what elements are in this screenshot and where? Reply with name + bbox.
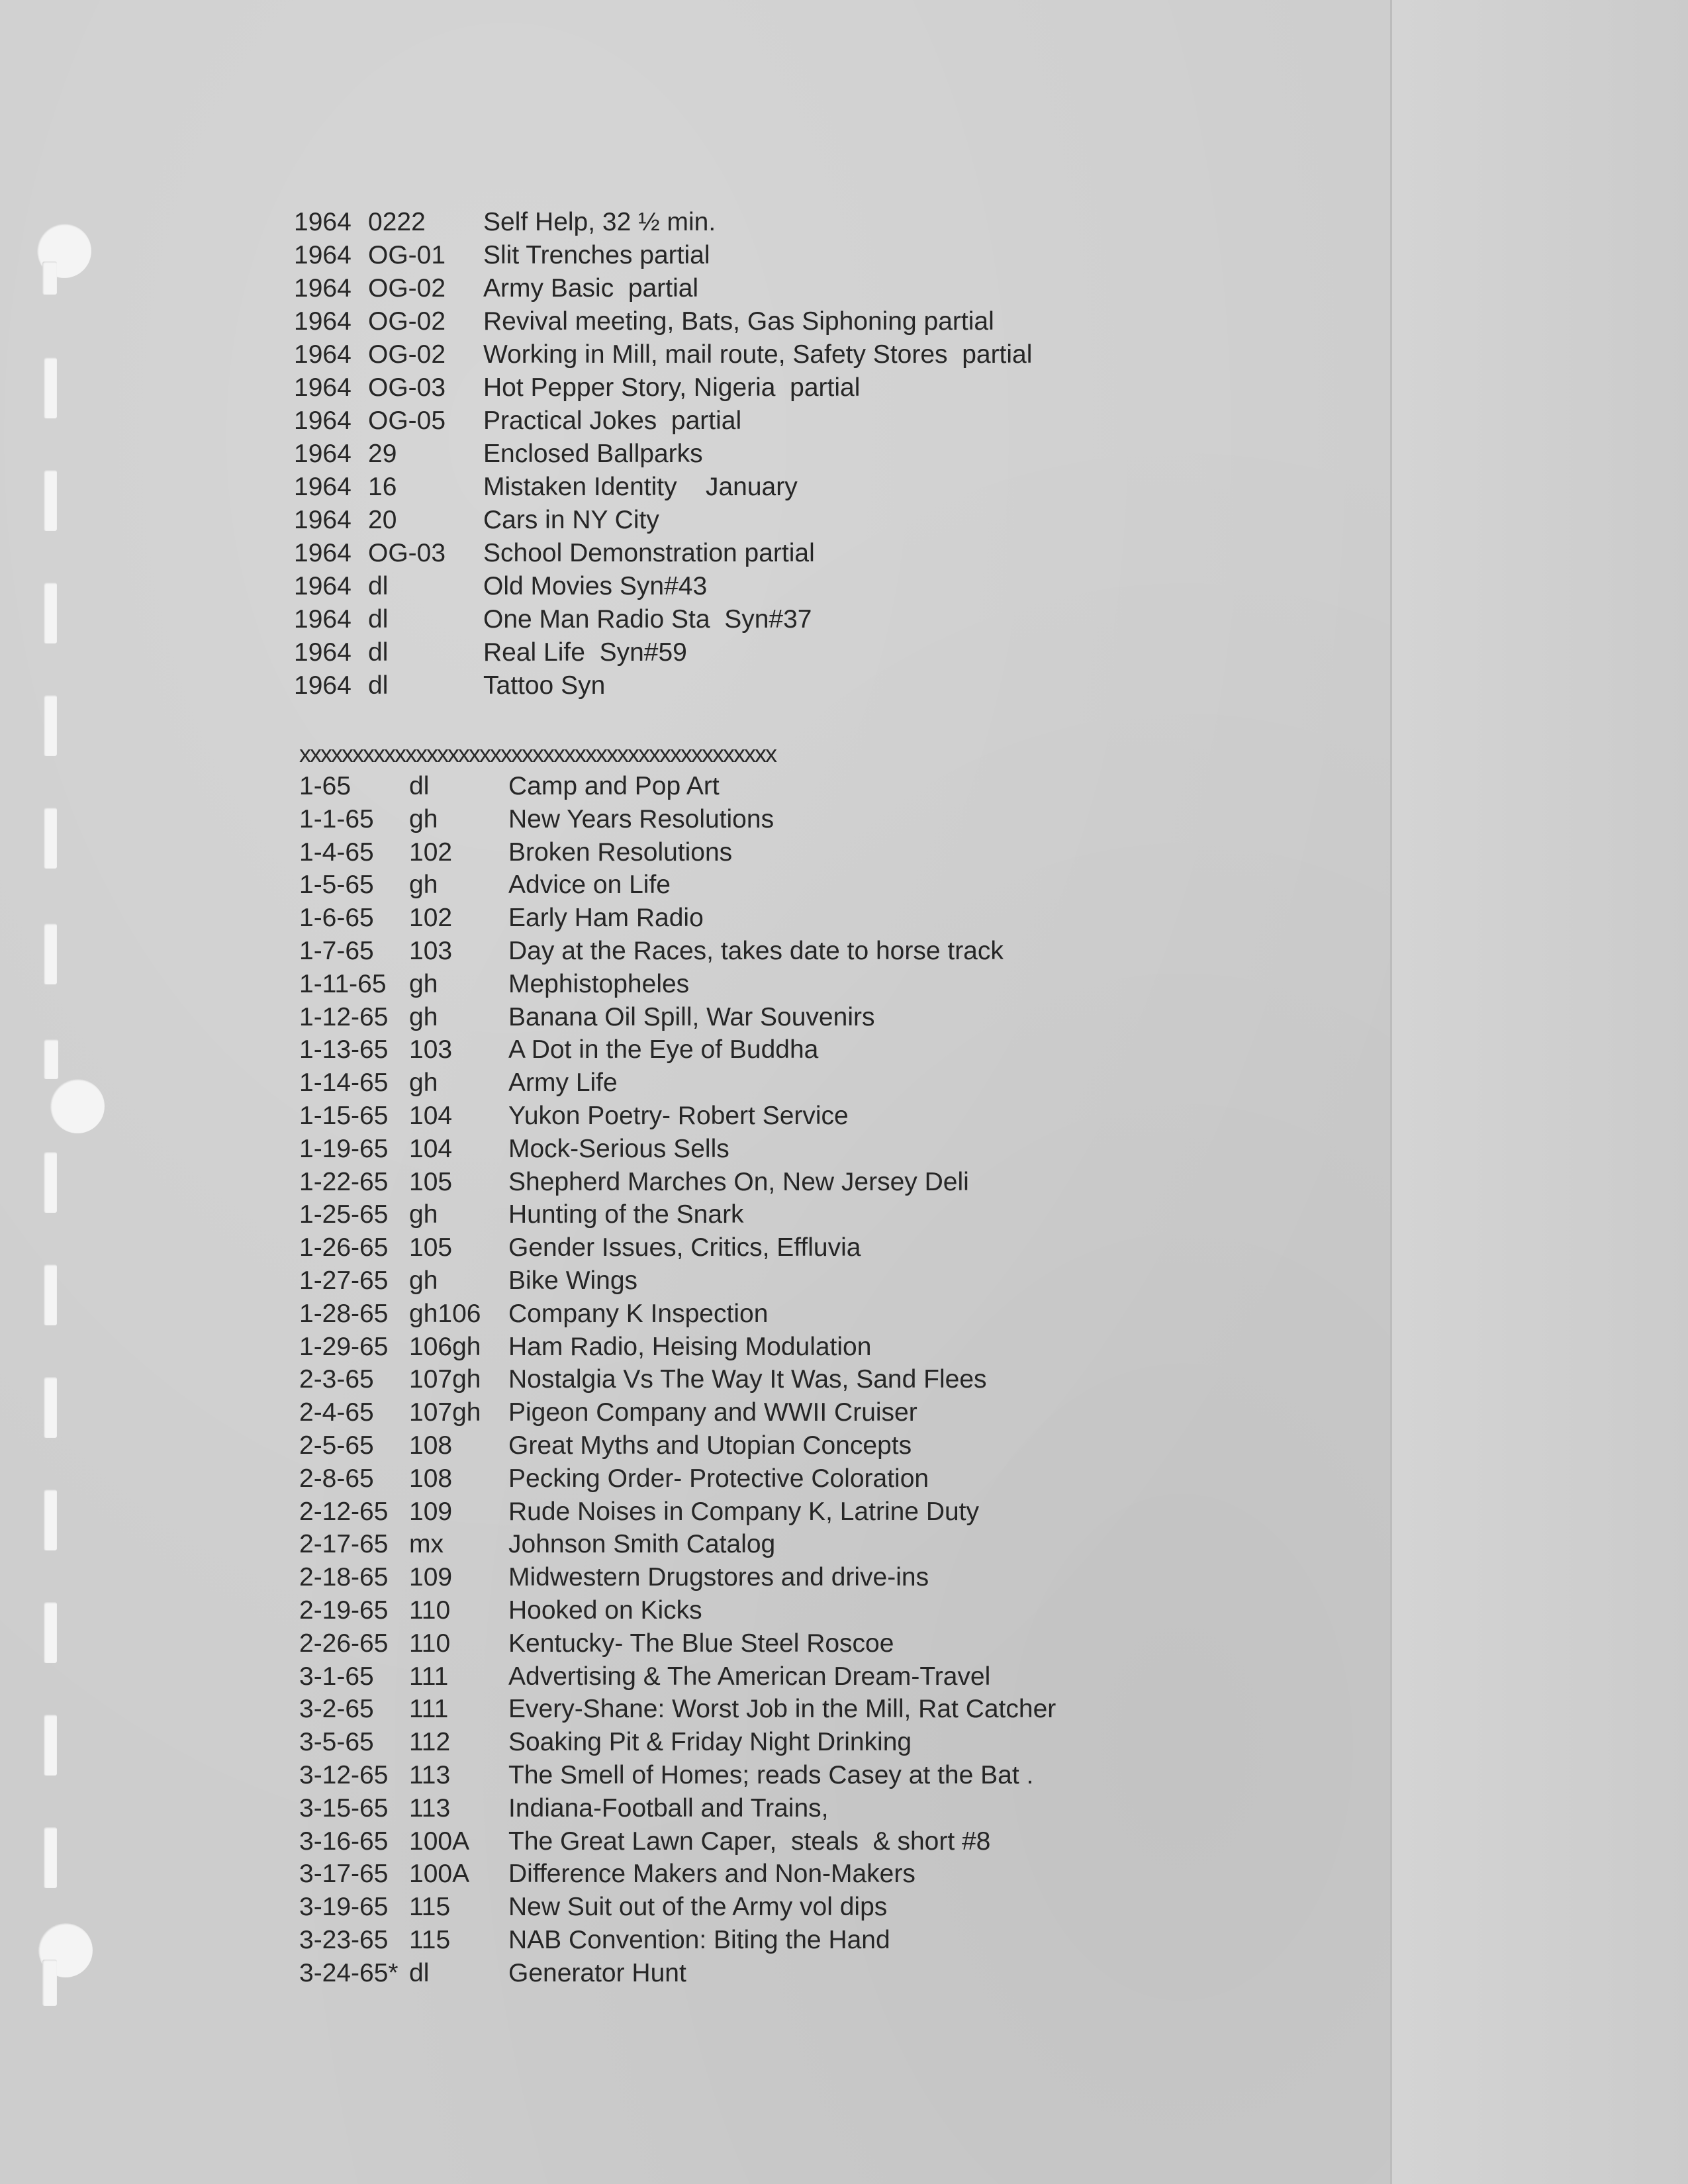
entry-code: OG-02 — [368, 307, 446, 336]
entry-code: 104 — [409, 1102, 453, 1130]
log-entry-row — [0, 1364, 1390, 1396]
entry-title: Company K Inspection — [508, 1299, 769, 1328]
entry-date: 3-5-65 — [299, 1728, 374, 1757]
log-entry-row — [0, 670, 1390, 702]
entry-date: 2-12-65 — [299, 1497, 389, 1526]
entry-title: Nostalgia Vs The Way It Was, Sand Flees — [508, 1365, 987, 1394]
entry-title: Pecking Order- Protective Coloration — [508, 1464, 929, 1493]
entry-date: 2-8-65 — [299, 1464, 374, 1493]
entry-date: 2-4-65 — [299, 1398, 374, 1427]
log-entry-row — [0, 837, 1390, 869]
entry-date: 3-2-65 — [299, 1695, 374, 1724]
entry-code: 20 — [368, 506, 397, 534]
entry-code: 109 — [409, 1497, 453, 1526]
entry-code: gh — [409, 1266, 438, 1295]
log-entry-row — [0, 1232, 1390, 1264]
entry-date: 1964 — [294, 506, 352, 534]
entry-code: gh — [409, 1002, 438, 1031]
section-separator: xxxxxxxxxxxxxxxxxxxxxxxxxxxxxxxxxxxxxxxxxxxxx — [299, 740, 776, 767]
entry-code: gh — [409, 871, 438, 900]
log-entry-row — [0, 935, 1390, 967]
entry-code: 109 — [409, 1563, 453, 1592]
entry-code: dl — [409, 1958, 430, 1987]
entry-date: 1-6-65 — [299, 904, 374, 933]
entry-date: 1964 — [294, 539, 352, 567]
entry-title: Broken Resolutions — [508, 837, 733, 867]
log-entry-row — [0, 1661, 1390, 1693]
entry-title: The Great Lawn Caper, steals & short #8 — [508, 1827, 991, 1856]
entry-date: 1-15-65 — [299, 1102, 389, 1130]
entry-code: 107gh — [409, 1365, 481, 1394]
entry-title: Hot Pepper Story, Nigeria partial — [483, 373, 861, 402]
log-entry-row — [0, 339, 1390, 371]
entry-code: OG-03 — [368, 539, 446, 567]
entry-date: 1964 — [294, 440, 352, 468]
entry-date: 2-17-65 — [299, 1530, 389, 1559]
entry-code: 112 — [409, 1728, 451, 1757]
log-entry-row — [0, 207, 1390, 238]
log-entry-row — [0, 1067, 1390, 1099]
entry-title: Difference Makers and Non-Makers — [508, 1860, 915, 1889]
log-entry-row — [0, 1496, 1390, 1528]
entry-title: School Demonstration partial — [483, 539, 815, 567]
entry-code: 103 — [409, 937, 453, 965]
entry-code: 102 — [409, 904, 453, 933]
entry-code: 29 — [368, 440, 397, 468]
entry-title: Generator Hunt — [508, 1958, 686, 1987]
entry-date: 1-11-65 — [299, 969, 387, 998]
log-entry-row — [0, 1628, 1390, 1660]
entry-date: 3-12-65 — [299, 1761, 389, 1789]
log-entry-row — [0, 1760, 1390, 1791]
entry-title: Rude Noises in Company K, Latrine Duty — [508, 1497, 980, 1526]
entry-code: 102 — [409, 837, 453, 867]
entry-title: Revival meeting, Bats, Gas Siphoning partial — [483, 307, 994, 336]
entry-code: OG-05 — [368, 406, 446, 435]
entry-code: dl — [368, 605, 389, 634]
entry-date: 1-28-65 — [299, 1299, 389, 1328]
entry-code: gh — [409, 1200, 438, 1229]
binder-slot-hole — [44, 695, 57, 756]
entry-code: gh — [409, 804, 438, 833]
log-entry-row — [0, 604, 1390, 636]
log-entry-row — [0, 1826, 1390, 1858]
log-entry-row — [0, 1265, 1390, 1297]
entry-title: Tattoo Syn — [483, 671, 606, 700]
entry-date: 1964 — [294, 572, 352, 600]
entry-code: 108 — [409, 1464, 453, 1493]
entry-date: 3-23-65 — [299, 1926, 389, 1954]
entry-date: 2-18-65 — [299, 1563, 389, 1592]
log-entry-row — [0, 1166, 1390, 1198]
entry-title: Hooked on Kicks — [508, 1596, 702, 1625]
entry-code: 107gh — [409, 1398, 481, 1427]
entry-code: 0222 — [368, 208, 426, 236]
log-entry-row — [0, 372, 1390, 404]
entry-date: 1964 — [294, 638, 352, 667]
entry-title: Cars in NY City — [483, 506, 659, 534]
entry-title: Real Life Syn#59 — [483, 638, 687, 667]
entry-date: 2-19-65 — [299, 1596, 389, 1625]
entry-code: 108 — [409, 1431, 453, 1460]
entry-code: mx — [409, 1530, 444, 1559]
entry-date: 3-19-65 — [299, 1893, 389, 1922]
entry-title: Indiana-Football and Trains, — [508, 1793, 829, 1823]
entry-date: 1-7-65 — [299, 937, 374, 965]
entry-code: gh — [409, 969, 438, 998]
entry-title: Pigeon Company and WWII Cruiser — [508, 1398, 917, 1427]
log-entry-row — [0, 1199, 1390, 1231]
entry-date: 1-65 — [299, 772, 352, 800]
log-entry-row — [0, 902, 1390, 934]
entry-date: 3-16-65 — [299, 1827, 389, 1856]
entry-title: Soaking Pit & Friday Night Drinking — [508, 1728, 912, 1757]
entry-title: A Dot in the Eye of Buddha — [508, 1035, 819, 1065]
entry-title: Shepherd Marches On, New Jersey Deli — [508, 1167, 969, 1196]
entry-date: 1964 — [294, 340, 352, 369]
entry-code: dl — [409, 772, 430, 800]
entry-date: 1964 — [294, 241, 352, 269]
log-entry-row — [0, 637, 1390, 669]
log-entry-row — [0, 1891, 1390, 1923]
entry-date: 2-3-65 — [299, 1365, 374, 1394]
log-entry-row — [0, 771, 1390, 802]
entry-title: Yukon Poetry- Robert Service — [508, 1102, 849, 1130]
entry-date: 1964 — [294, 605, 352, 634]
log-entry-row — [0, 1562, 1390, 1593]
entry-code: gh — [409, 1068, 438, 1098]
entry-code: OG-02 — [368, 340, 446, 369]
entry-code: 111 — [409, 1662, 449, 1691]
log-entry-row — [0, 1858, 1390, 1890]
entry-date: 2-26-65 — [299, 1629, 389, 1658]
log-entry-row — [0, 438, 1390, 470]
entry-code: 110 — [409, 1596, 451, 1625]
entry-title: Kentucky- The Blue Steel Roscoe — [508, 1629, 894, 1658]
entry-date: 1-26-65 — [299, 1233, 389, 1262]
log-entry-row — [0, 240, 1390, 271]
entry-title: Great Myths and Utopian Concepts — [508, 1431, 912, 1460]
entry-date: 1-25-65 — [299, 1200, 389, 1229]
entry-code: 100A — [409, 1860, 470, 1889]
entry-title: One Man Radio Sta Syn#37 — [483, 605, 812, 634]
log-entry-row — [0, 405, 1390, 437]
entry-code: OG-02 — [368, 274, 446, 303]
entry-code: 115 — [409, 1893, 451, 1922]
log-entry-row — [0, 273, 1390, 305]
entry-code: 16 — [368, 473, 397, 501]
entry-title: Mock-Serious Sells — [508, 1134, 729, 1163]
log-entry-row — [0, 1002, 1390, 1033]
log-entry-row — [0, 471, 1390, 503]
entry-date: 1964 — [294, 307, 352, 336]
log-entry-row — [0, 1793, 1390, 1825]
log-entry-row — [0, 1463, 1390, 1495]
entry-code: 105 — [409, 1167, 453, 1196]
entry-title: The Smell of Homes; reads Casey at the Bat . — [508, 1761, 1034, 1789]
entry-title: Midwestern Drugstores and drive-ins — [508, 1563, 929, 1592]
entry-date: 3-15-65 — [299, 1793, 389, 1823]
page-right-margin-strip — [1390, 0, 1688, 2184]
entry-code: dl — [368, 638, 389, 667]
log-entry-row — [0, 1430, 1390, 1462]
entry-title: Old Movies Syn#43 — [483, 572, 708, 600]
entry-title: Working in Mill, mail route, Safety Stores partial — [483, 340, 1033, 369]
log-entry-row — [0, 1298, 1390, 1330]
entry-title: Hunting of the Snark — [508, 1200, 744, 1229]
entry-code: 111 — [409, 1695, 449, 1724]
entry-title: Army Basic partial — [483, 274, 699, 303]
log-entry-row — [0, 306, 1390, 338]
log-entry-row — [0, 869, 1390, 901]
entry-title: Practical Jokes partial — [483, 406, 742, 435]
entry-date: 1964 — [294, 274, 352, 303]
entry-title: Mephistopheles — [508, 969, 690, 998]
entry-date: 2-5-65 — [299, 1431, 374, 1460]
entry-title: Gender Issues, Critics, Effluvia — [508, 1233, 861, 1262]
log-entry-row — [0, 1958, 1390, 1989]
log-entry-row — [0, 1529, 1390, 1560]
entry-date: 1-14-65 — [299, 1068, 389, 1098]
entry-date: 1964 — [294, 208, 352, 236]
log-entry-row — [0, 1133, 1390, 1165]
entry-title: Mistaken Identity January — [483, 473, 798, 501]
entry-date: 1-27-65 — [299, 1266, 389, 1295]
entry-title: Every-Shane: Worst Job in the Mill, Rat Catcher — [508, 1695, 1056, 1724]
log-entry-row — [0, 504, 1390, 536]
entry-title: New Suit out of the Army vol dips — [508, 1893, 888, 1922]
entry-code: 113 — [409, 1793, 451, 1823]
entry-date: 3-1-65 — [299, 1662, 374, 1691]
entry-title: Johnson Smith Catalog — [508, 1530, 776, 1559]
entry-date: 1-4-65 — [299, 837, 374, 867]
log-entry-row — [0, 969, 1390, 1000]
entry-title: Self Help, 32 ½ min. — [483, 208, 716, 236]
entry-code: gh106 — [409, 1299, 481, 1328]
entry-date: 1-5-65 — [299, 871, 374, 900]
entry-code: 113 — [409, 1761, 451, 1789]
log-entry-row — [0, 1331, 1390, 1363]
entry-code: OG-01 — [368, 241, 446, 269]
log-entry-row — [0, 1693, 1390, 1725]
log-entry-row — [0, 804, 1390, 835]
entry-date: 1-19-65 — [299, 1134, 389, 1163]
log-entry-row — [0, 1100, 1390, 1132]
entry-date: 1-29-65 — [299, 1332, 389, 1361]
entry-title: Early Ham Radio — [508, 904, 704, 933]
entry-title: Army Life — [508, 1068, 618, 1098]
entry-date: 1964 — [294, 406, 352, 435]
entry-date: 1964 — [294, 373, 352, 402]
entry-code: 105 — [409, 1233, 453, 1262]
log-entry-row — [0, 1924, 1390, 1956]
entry-code: 106gh — [409, 1332, 481, 1361]
entry-code: 115 — [409, 1926, 451, 1954]
entry-title: Bike Wings — [508, 1266, 638, 1295]
entry-code: 103 — [409, 1035, 453, 1065]
entry-title: Enclosed Ballparks — [483, 440, 703, 468]
log-entry-row — [0, 538, 1390, 569]
entry-title: Ham Radio, Heising Modulation — [508, 1332, 872, 1361]
entry-title: Advice on Life — [508, 871, 671, 900]
entry-title: New Years Resolutions — [508, 804, 774, 833]
entry-title: Slit Trenches partial — [483, 241, 710, 269]
entry-date: 1-1-65 — [299, 804, 374, 833]
entry-date: 1-22-65 — [299, 1167, 389, 1196]
log-entry-row — [0, 571, 1390, 602]
entry-date: 1-13-65 — [299, 1035, 389, 1065]
entry-code: 104 — [409, 1134, 453, 1163]
entry-code: OG-03 — [368, 373, 446, 402]
entry-code: dl — [368, 671, 389, 700]
entry-title: Day at the Races, takes date to horse track — [508, 937, 1004, 965]
entry-title: NAB Convention: Biting the Hand — [508, 1926, 890, 1954]
entry-title: Camp and Pop Art — [508, 772, 720, 800]
entry-code: 100A — [409, 1827, 470, 1856]
entry-date: 1-12-65 — [299, 1002, 389, 1031]
entry-date: 1964 — [294, 671, 352, 700]
entry-title: Advertising & The American Dream-Travel — [508, 1662, 991, 1691]
entry-date: 1964 — [294, 473, 352, 501]
log-entry-row — [0, 1397, 1390, 1429]
entry-date: 3-17-65 — [299, 1860, 389, 1889]
entry-code: 110 — [409, 1629, 451, 1658]
log-entry-row — [0, 1595, 1390, 1627]
entry-date: 3-24-65* — [299, 1958, 399, 1987]
log-entry-row — [0, 1727, 1390, 1758]
entry-code: dl — [368, 572, 389, 600]
log-entry-row — [0, 1034, 1390, 1066]
entry-title: Banana Oil Spill, War Souvenirs — [508, 1002, 875, 1031]
